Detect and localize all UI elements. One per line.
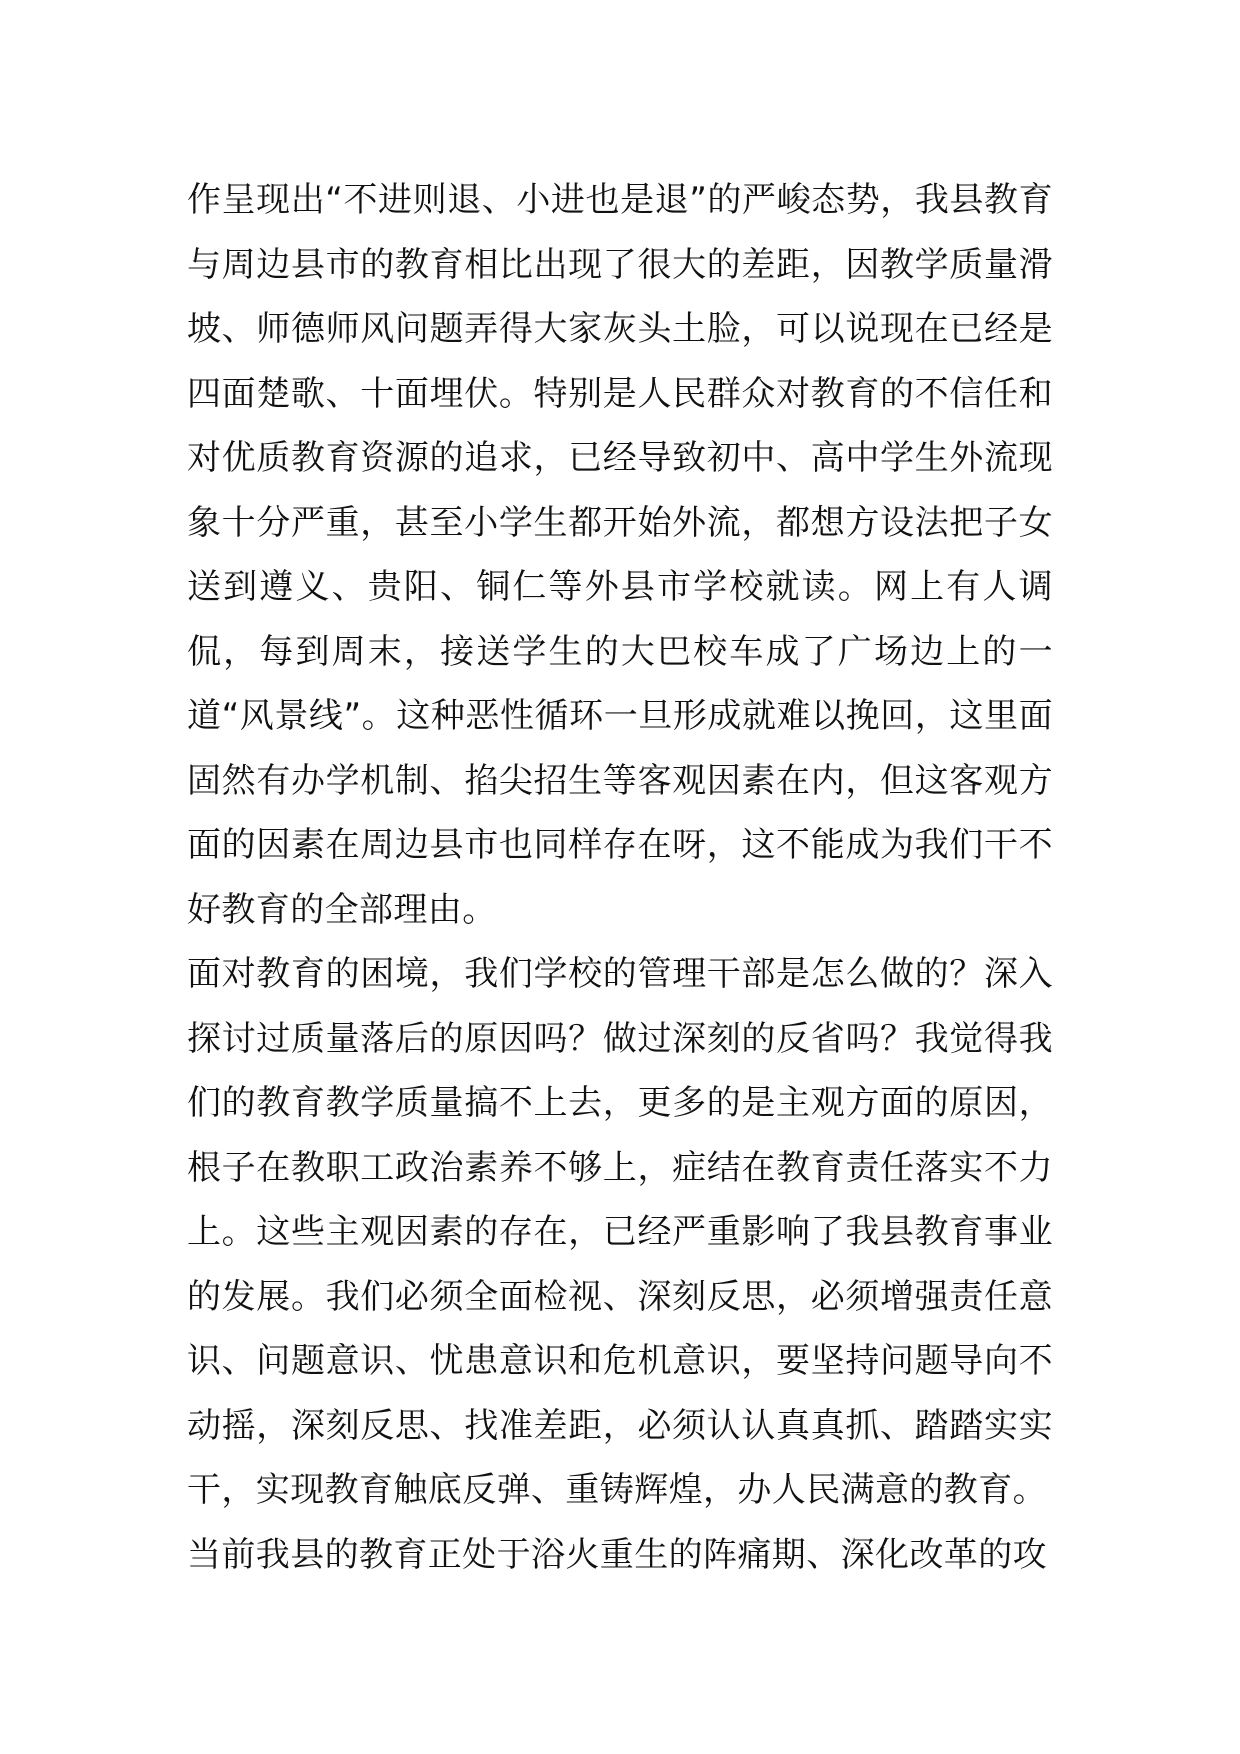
paragraph-3: 当前我县的教育正处于浴火重生的阵痛期、深化改革的攻 <box>187 1534 1047 1575</box>
document-body <box>187 168 1053 1587</box>
paragraph-2: 面对教育的困境，我们学校的管理干部是怎么做的？深入探讨过质量落后的原因吗？做过深刻的反省吗？我觉得我们的教育教学质量搞不上去，更多的是主观方面的原因，根子在教职工政治素养不够上，症结在教育责任落实不力上。这些主观因素的存在，已经严重影响了我县教育事业的发展。我们必须全面检视、深刻反思，必须增强责任意识、问题意识、忧患意识和危机意识，要坚持问题导向不动摇，深刻反思、找准差距，必须认认真真抓、踏踏实实干，实现教育触底反弹、重铸辉煌，办人民满意的教育。 <box>187 954 1053 1510</box>
paragraph-1: 作呈现出“不进则退、小进也是退”的严峻态势，我县教育与周边县市的教育相比出现了很大的差距，因教学质量滑坡、师德师风问题弄得大家灰头土脸，可以说现在已经是四面楚歌、十面埋伏。特别是人民群众对教育的不信任和对优质教育资源的追求，已经导致初中、高中学生外流现象十分严重，甚至小学生都开始外流，都想方设法把子女送到遵义、贵阳、铜仁等外县市学校就读。网上有人调侃，每到周末，接送学生的大巴校车成了广场边上的一道“风景线”。这种恶性循环一旦形成就难以挽回，这里面固然有办学机制、掐尖招生等客观因素在内，但这客观方面的因素在周边县市也同样存在呀，这不能成为我们干不好教育的全部理由。 <box>187 180 1053 930</box>
